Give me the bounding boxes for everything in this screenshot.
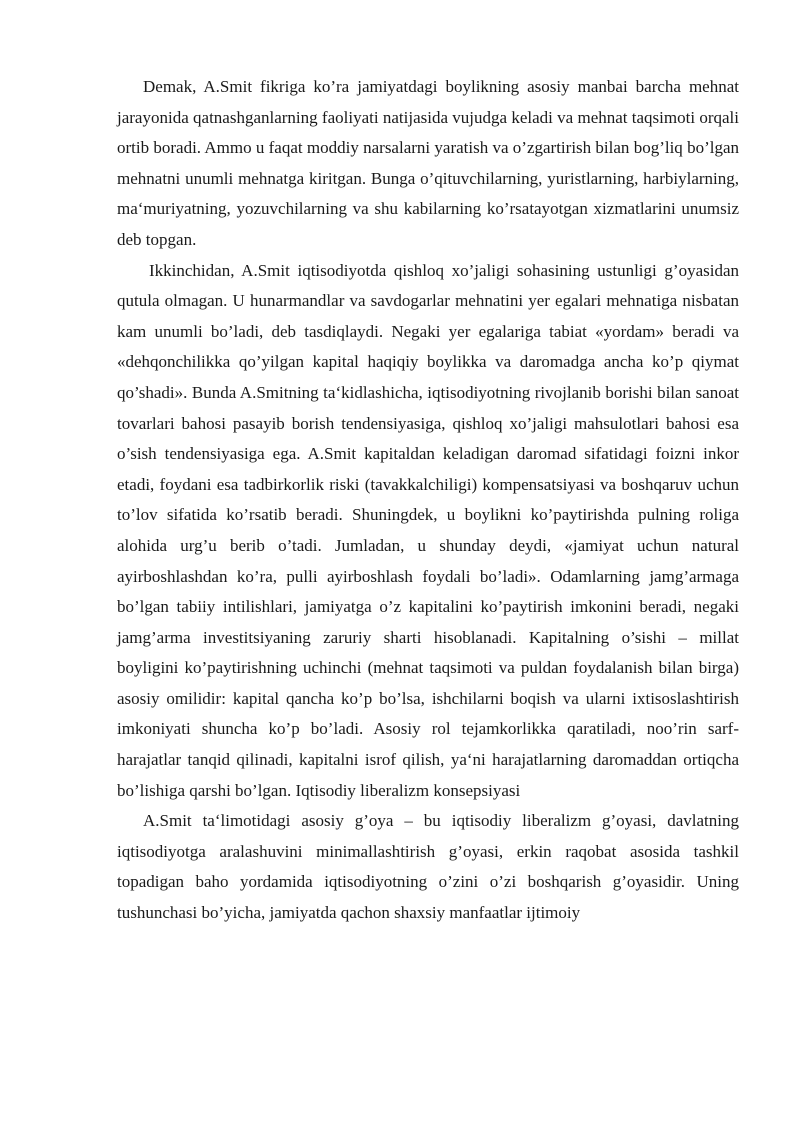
paragraph-productive-labor: Demak, A.Smit fikriga ko’ra jamiyatdagi boylikning asosiy manbai barcha mehnat jarayonida qatnashganlarning faoliyati natijasida vujudga keladi va mehnat taqsimoti orqali ortib boradi. Ammo u faqat moddiy narsalarni yaratish va o’zgartirish bilan bog’liq bo’lgan mehnatni unumli mehnatga kiritgan. Bunga o’qituvchilarning, yuristlarning, harbiylarning, ma‘muriyatning, yozuvchilarning va shu kabilarning ko’rsatayotgan xizmatlarini unumsiz deb topgan.: [117, 77, 739, 249]
paragraph-agriculture-capital: Ikkinchidan, A.Smit iqtisodiyotda qishloq xo’jaligi sohasining ustunligi g’oyasidan qutula olmagan. U hunarmandlar va savdogarlar mehnatini yer egalari mehnatiga nisbatan kam unumli bo’ladi, deb tasdiqlaydi. Negaki yer egalariga tabiat «yordam» beradi va «dehqonchilikka qo’yilgan kapital haqiqiy boylikka va daromadga ancha ko’p qiymat qo’shadi». Bunda A.Smitning ta‘kidlashicha, iqtisodiyotning rivojlanib borishi bilan sanoat tovarlari bahosi pasayib borish tendensiyasiga, qishloq xo’jaligi mahsulotlari bahosi esa o’sish tendensiyasiga ega. A.Smit kapitaldan keladigan daromad sifatidagi foizni inkor etadi, foydani esa tadbirkorlik riski (tavakkalchiligi) kompensatsiyasi va boshqaruv uchun to’lov sifatida ko’rsatib beradi. Shuningdek, u boylikni ko’paytirishda pulning roliga alohida urg’u berib o’tadi. Jumladan, u shunday deydi, «jamiyat uchun natural ayirboshlashdan ko’ra, pulli ayirboshlash foydali bo’ladi». Odamlarning jamg’armaga bo’lgan tabiiy intilishlari, jamiyatga o’z kapitalini ko’paytirish imkonini beradi, negaki jamg’arma investitsiyaning zaruriy sharti hisoblanadi. Kapitalning o’sishi – millat boyligini ko’paytirishning uchinchi (mehnat taqsimoti va puldan foydalanish bilan birga) asosiy omilidir: kapital qancha ko’p bo’lsa, ishchilarni boqish va ularni ixtisoslashtirish imkoniyati shuncha ko’p bo’ladi. Asosiy rol tejamkorlikka qaratiladi, noo’rin sarf-harajatlar tanqid qilinadi, kapitalni isrof qilish, ya‘ni harajatlarning daromaddan ortiqcha bo’lishiga qarshi bo’lgan. Iqtisodiy liberalizm konsepsiyasi: [117, 260, 739, 800]
paragraph-economic-liberalism: A.Smit ta‘limotidagi asosiy g’oya – bu iqtisodiy liberalizm g’oyasi, davlatning iqtisodiyotga aralashuvini minimallashtirish g’oyasi, erkin raqobat asosida tashkil topadigan baho yordamida iqtisodiyotning o’zini o’zi boshqarish g’oyasidir. Uning tushunchasi bo’yicha, jamiyatda qachon shaxsiy manfaatlar ijtimoiy: [117, 811, 739, 923]
document-page: [117, 72, 739, 929]
